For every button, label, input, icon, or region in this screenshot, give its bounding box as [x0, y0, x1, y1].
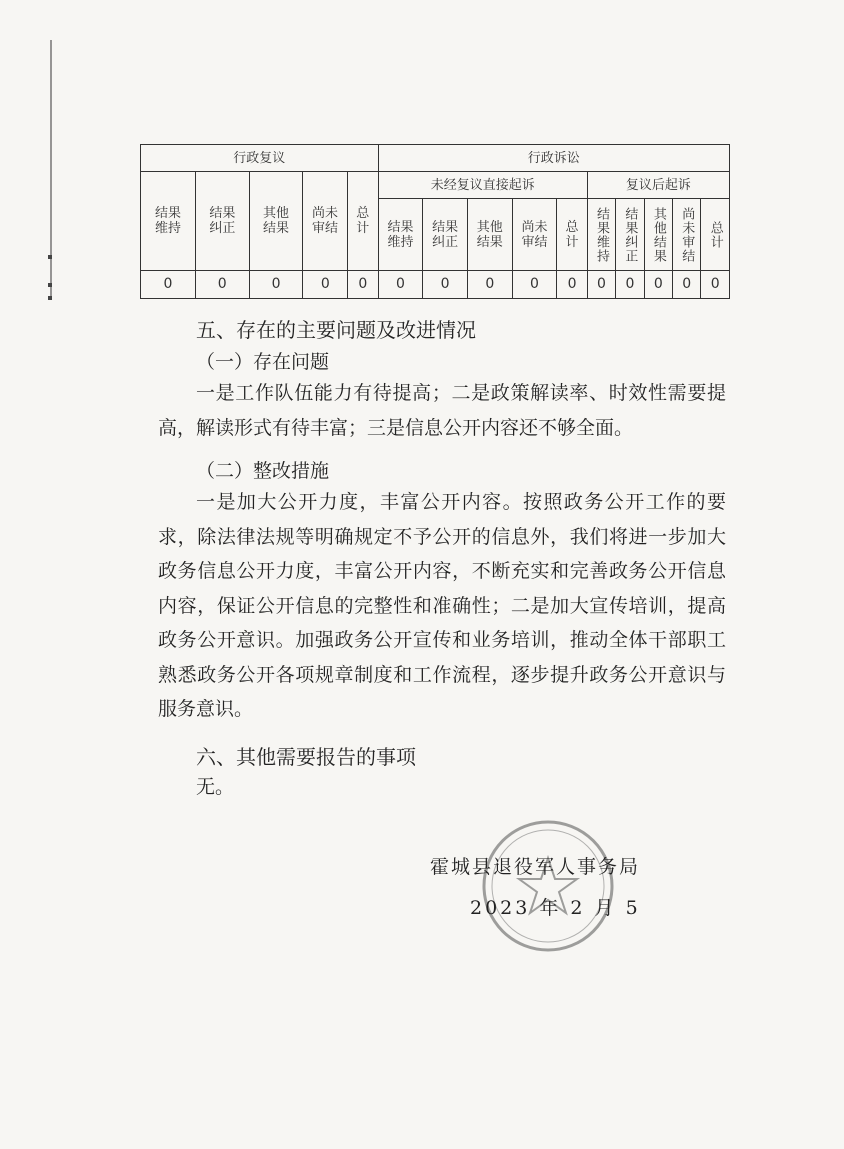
section-5-title: 五、存在的主要问题及改进情况: [196, 318, 476, 342]
review-col-4: 总计: [356, 206, 370, 236]
value-cell: 0: [673, 271, 701, 299]
subsection-measures-title: （二）整改措施: [196, 460, 330, 482]
value-cell: 0: [195, 271, 249, 299]
direct-col-3: 尚未审结: [512, 199, 557, 271]
after-col-0: 结果维持: [587, 199, 615, 271]
after-col-1: 结果纠正: [616, 199, 644, 271]
value-cell: 0: [141, 271, 196, 299]
value-cell: 0: [303, 271, 348, 299]
value-cell: 0: [423, 271, 468, 299]
review-col-header-cell: [141, 172, 379, 271]
header-direct-litigation: 未经复议直接起诉: [378, 172, 587, 199]
header-litigation: 行政诉讼: [378, 145, 729, 172]
value-cell: 0: [378, 271, 423, 299]
issuer-signature: 霍城县退役军人事务局: [430, 856, 641, 878]
margin-mark: [48, 296, 52, 300]
direct-col-4: 总计: [557, 199, 587, 271]
header-after-review-litigation: 复议后起诉: [587, 172, 729, 199]
header-admin-review: 行政复议: [141, 145, 379, 172]
value-cell: 0: [616, 271, 644, 299]
review-col-3: 尚未审结: [303, 172, 347, 270]
margin-mark: [48, 283, 52, 287]
value-cell: 0: [467, 271, 512, 299]
other-matters-paragraph: 无。: [196, 776, 235, 798]
review-col-2: 其他结果: [249, 172, 303, 270]
issue-date: 2023 年 2 月 5: [470, 897, 641, 919]
value-cell: 0: [644, 271, 672, 299]
review-litigation-table: [140, 144, 730, 299]
after-col-4: 总计: [701, 199, 730, 271]
section-6-title: 六、其他需要报告的事项: [196, 745, 416, 769]
after-col-2: 其他结果: [644, 199, 672, 271]
value-cell: 0: [557, 271, 587, 299]
problems-paragraph: 一是工作队伍能力有待提高；二是政策解读率、时效性需要提高，解读形式有待丰富；三是信息公开内容还不够全面。: [158, 382, 726, 439]
value-cell: 0: [348, 271, 379, 299]
value-cell: 0: [249, 271, 303, 299]
margin-mark: [48, 255, 52, 259]
value-cell: 0: [587, 271, 615, 299]
value-cell: 0: [512, 271, 557, 299]
review-col-0: 结果维持: [141, 172, 196, 270]
binding-margin-line: [50, 40, 52, 300]
direct-col-0: 结果维持: [378, 199, 423, 271]
direct-col-2: 其他结果: [467, 199, 512, 271]
direct-col-1: 结果纠正: [423, 199, 468, 271]
measures-paragraph: 一是加大公开力度，丰富公开内容。按照政务公开工作的要求，除法律法规等明确规定不予公开的信息外，我们将进一步加大政务信息公开力度，丰富公开内容，不断充实和完善政务公开信息内容，保证公开信息的完整性和准确性；二是加大宣传培训，提高政务公开意识。加强政务公开宣传和业务培训，推动全体干部职工熟悉政务公开各项规章制度和工作流程，逐步提升政务公开意识与服务意识。: [158, 491, 726, 720]
review-col-1: 结果纠正: [196, 172, 250, 270]
value-cell: 0: [701, 271, 730, 299]
official-seal-icon: [478, 816, 618, 956]
subsection-problems-title: （一）存在问题: [196, 351, 330, 373]
after-col-3: 尚未审结: [673, 199, 701, 271]
